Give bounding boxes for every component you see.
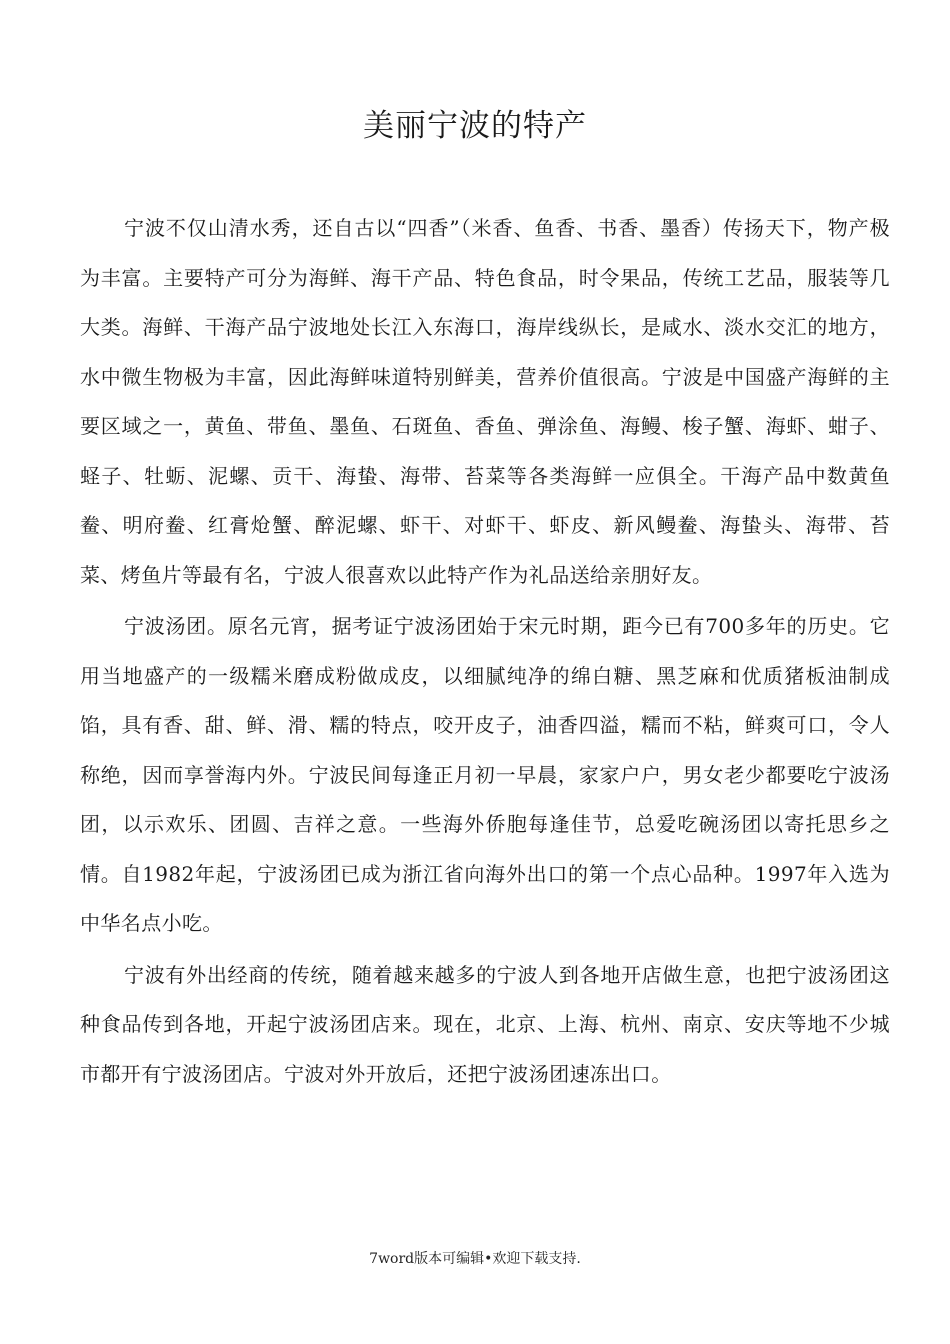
document-body <box>80 204 890 1101</box>
document-title: 美丽宁波的特产 <box>363 108 587 144</box>
paragraph-tangtuan-spread: 宁波有外出经商的传统，随着越来越多的宁波人到各地开店做生意，也把宁波汤团这种食品传到各地，开起宁波汤团店来。现在，北京、上海、杭州、南京、安庆等地不少城市都开有宁波汤团店。宁波对外开放后，还把宁波汤团速冻出口。 <box>80 962 890 1086</box>
paragraph-specialties-overview: 宁波不仅山清水秀，还自古以“四香”（米香、鱼香、书香、墨香）传扬天下，物产极为丰富。主要特产可分为海鲜、海干产品、特色食品，时令果品，传统工艺品，服装等几大类。海鲜、干海产品宁波地处长江入东海口，海岸线纵长，是咸水、淡水交汇的地方，水中微生物极为丰富，因此海鲜味道特别鲜美，营养价值很高。宁波是中国盛产海鲜的主要区域之一，黄鱼、带鱼、墨鱼、石斑鱼、香鱼、弹涂鱼、海鳗、梭子蟹、海虾、蚶子、蛏子、牡蛎、泥螺、贡干、海蛰、海带、苔菜等各类海鲜一应俱全。干海产品中数黄鱼鲞、明府鲞、红膏炝蟹、醉泥螺、虾干、对虾干、虾皮、新风鳗鲞、海蛰头、海带、苔菜、烤鱼片等最有名，宁波人很喜欢以此特产作为礼品送给亲朋好友。 <box>80 216 890 587</box>
paragraph-ningbo-tangtuan: 宁波汤团。原名元宵，据考证宁波汤团始于宋元时期，距今已有700多年的历史。它用当地盛产的一级糯米磨成粉做成皮，以细腻纯净的绵白糖、黑芝麻和优质猪板油制成馅，具有香、甜、鲜、滑、糯的特点，咬开皮子，油香四溢，糯而不粘，鲜爽可口，令人称绝，因而享誉海内外。宁波民间每逢正月初一早晨，家家户户，男女老少都要吃宁波汤团，以示欢乐、团圆、吉祥之意。一些海外侨胞每逢佳节，总爱吃碗汤团以寄托思乡之情。自1982年起，宁波汤团已成为浙江省向海外出口的第一个点心品种。1997年入选为中华名点小吃。 <box>80 614 890 935</box>
page-footer: 7word版本可编辑•欢迎下载支持. <box>369 1251 581 1267</box>
